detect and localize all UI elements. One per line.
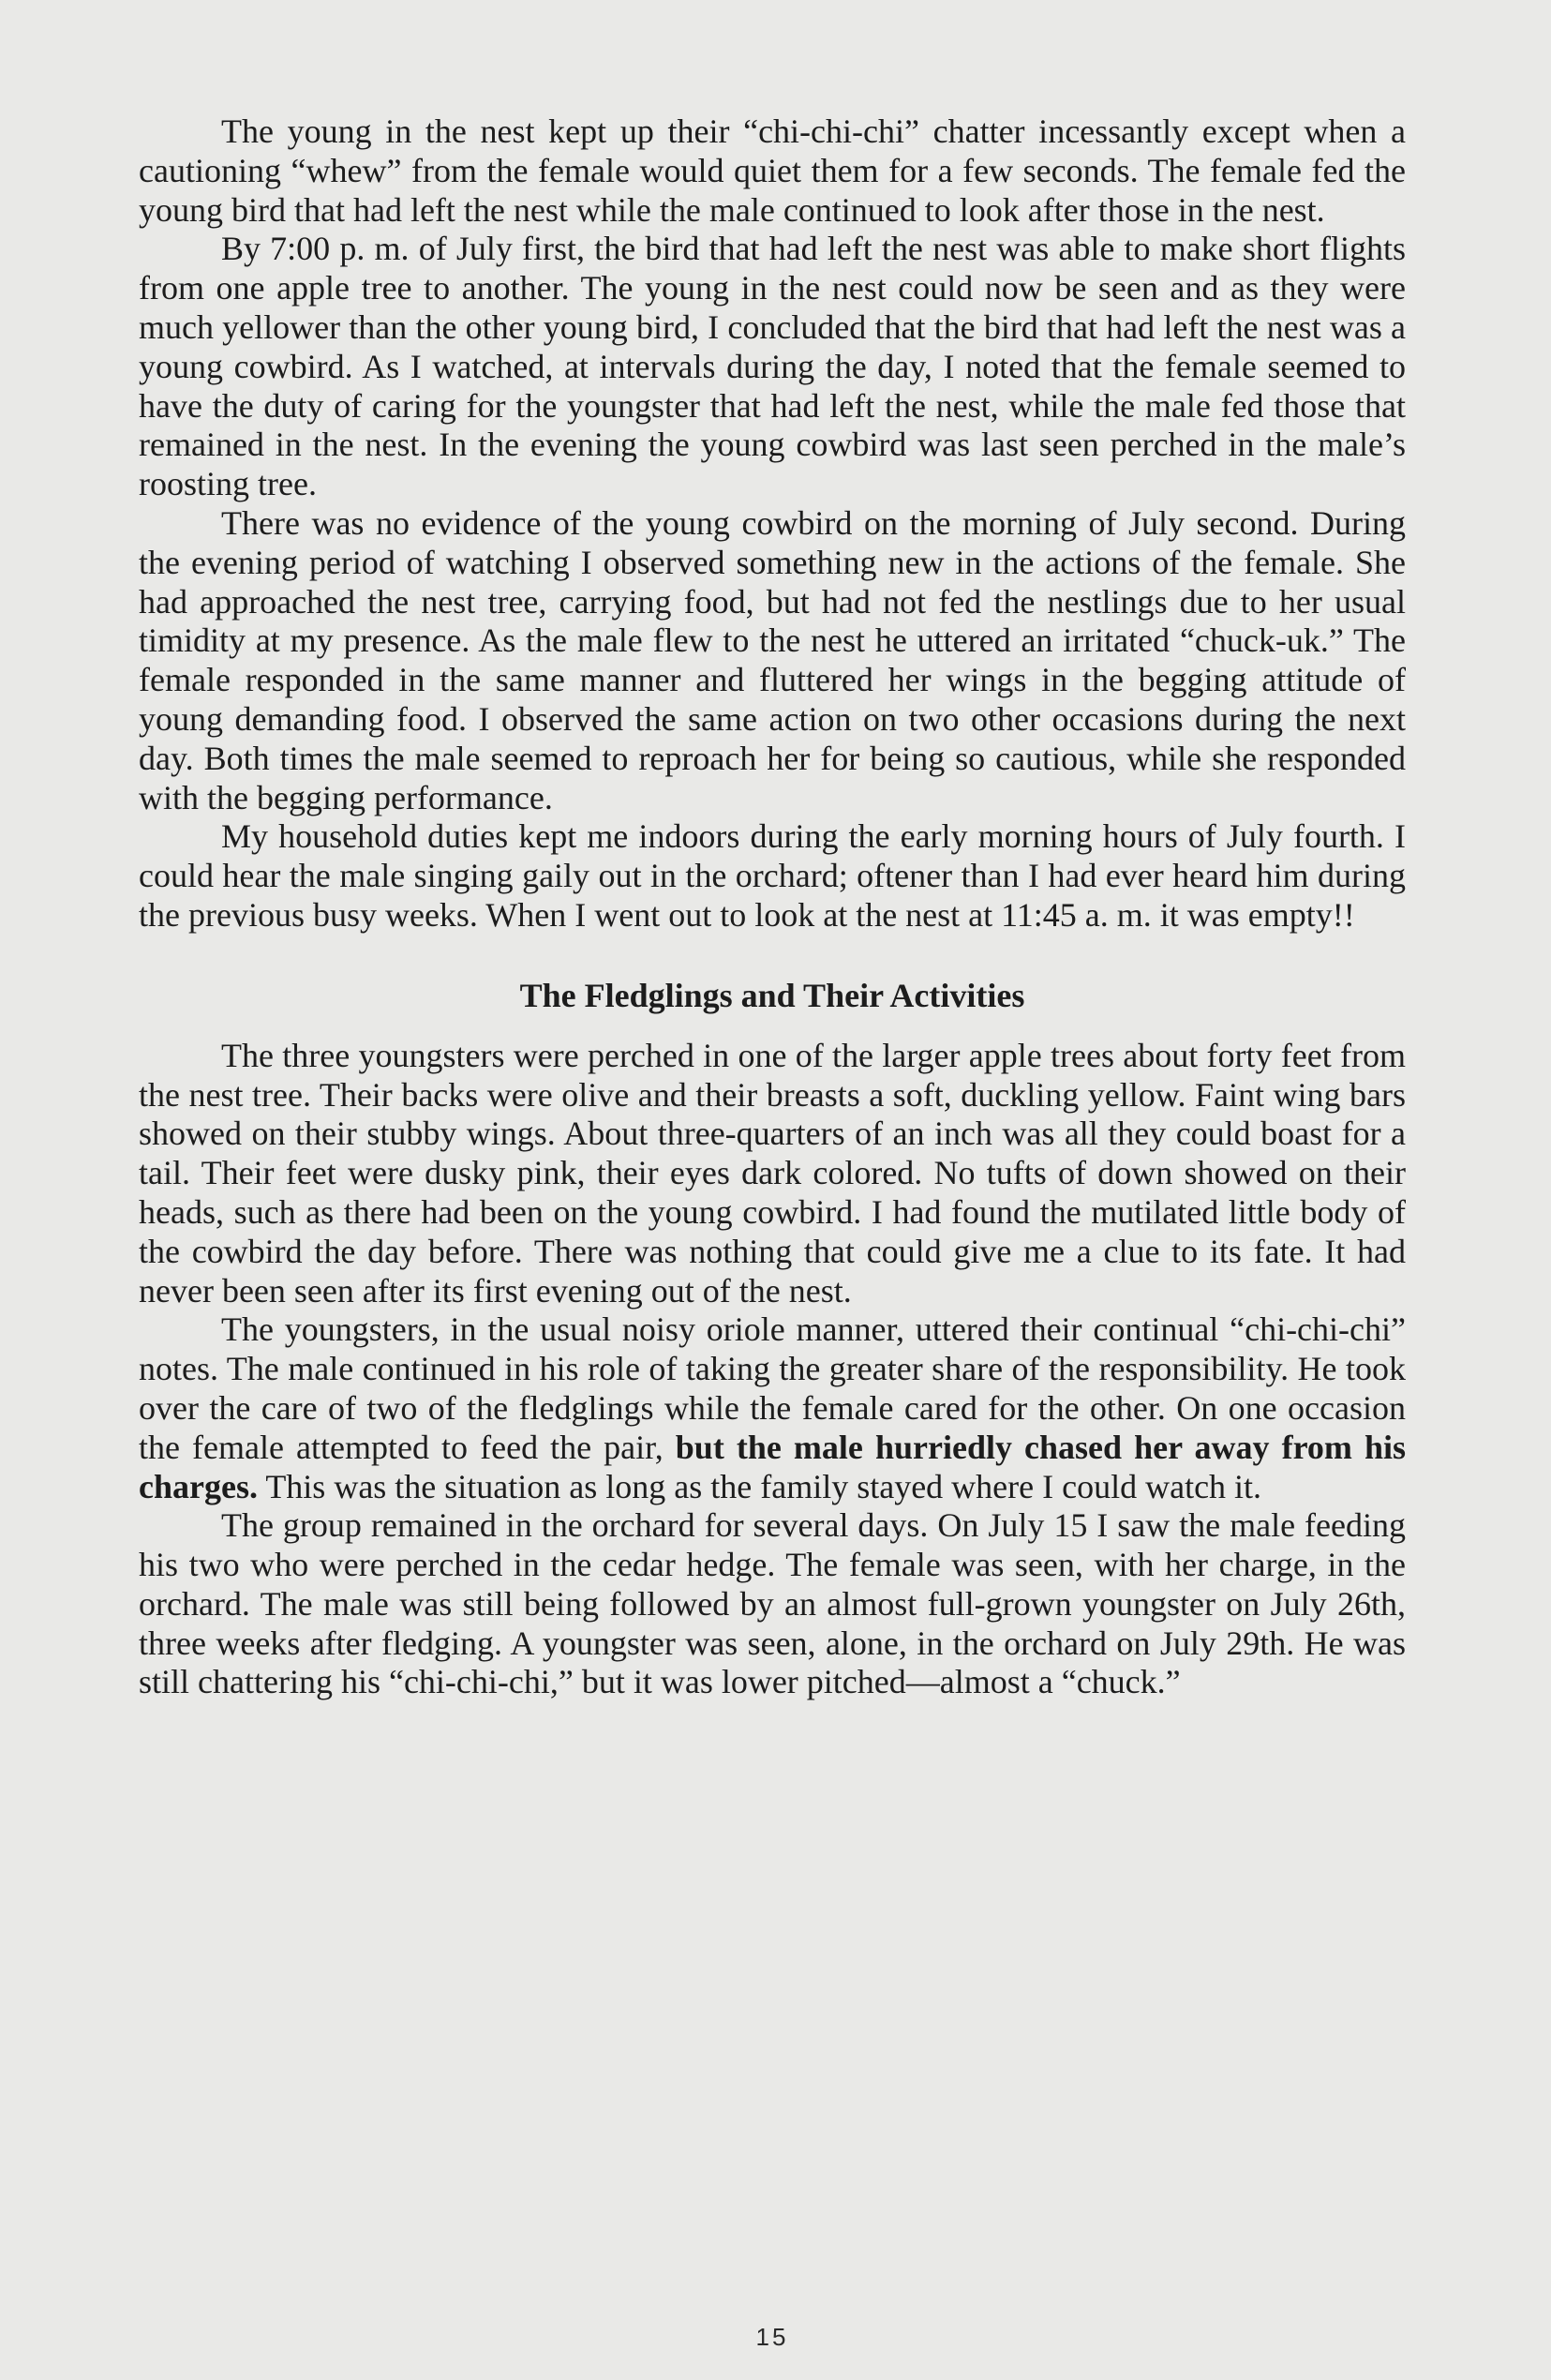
paragraph-july-first: By 7:00 p. m. of July first, the bird that had left the nest was able to make short flights from one apple tree to another. The young in the nest could now be seen and as they were much yellower than the other young bird, I concluded that the bird that had left the nest was a young cowbird. As I watched, at intervals during the day, I noted that the female seemed to have the duty of caring for the youngster that had left the nest, while the male fed those that remained in the nest. In the evening the young cowbird was last seen perched in the male’s roosting tree. xyxy=(139,230,1406,503)
paragraph-oriole-manner-text: The youngsters, in the usual noisy oriole manner, uttered their continual “chi-chi-chi” notes. The male continued in his role of taking the greater share of the responsibility. He took over the care of two of the fledglings while the female cared for the other. On one occasion the female attempted to feed the pair, xyxy=(139,1310,1406,1466)
paragraph-three-youngsters: The three youngsters were perched in one of the larger apple trees about forty feet from the nest tree. Their backs were olive and their breasts a soft, duckling yellow. Faint wing bars showed on their stubby wings. About three-quarters of an inch was all they could boast for a tail. Their feet were dusky pink, their eyes dark colored. No tufts of down showed on their heads, such as there had been on the young cowbird. I had found the mutilated little body of the cowbird the day before. There was nothing that could give me a clue to its fate. It had never been seen after its first evening out of the nest. xyxy=(139,1036,1406,1310)
paragraph-oriole-manner xyxy=(139,1310,1406,1506)
page-number: 15 xyxy=(755,2323,789,2351)
paragraph-july-second: There was no evidence of the young cowbird on the morning of July second. During the evening period of watching I observed something new in the actions of the female. She had approached the nest tree, carrying food, but had not fed the nestlings due to her usual timidity at my presence. As the male flew to the nest he uttered an irritated “chuck-uk.” The female responded in the same manner and fluttered her wings in the begging attitude of young demanding food. I observed the same action on two other occasions during the next day. Both times the male seemed to reproach her for being so cautious, while she responded with the begging performance. xyxy=(139,503,1406,816)
section-heading: The Fledglings and Their Activities xyxy=(519,976,1025,1014)
paragraph-young-chatter: The young in the nest kept up their “chi-chi-chi” chatter incessantly except when a cautioning “whew” from the female would quiet them for a few seconds. The female fed the young bird that had left the nest while the male continued to look after those in the nest. xyxy=(139,112,1406,229)
paragraph-oriole-manner-tail: This was the situation as long as the family stayed where I could watch it. xyxy=(257,1467,1262,1505)
paragraph-oriole-manner-bold: but the male hurriedly chased her away from his charges. xyxy=(139,1428,1406,1505)
paragraph-july-fourth: My household duties kept me indoors during the early morning hours of July fourth. I could hear the male singing gaily out in the orchard; oftener than I had ever heard him during the previous busy weeks. When I went out to look at the nest at 11:45 a. m. it was empty!! xyxy=(139,817,1406,934)
paragraph-orchard-days: The group remained in the orchard for several days. On July 15 I saw the male feeding his two who were perched in the cedar hedge. The female was seen, with her charge, in the orchard. The male was still being followed by an almost full-grown youngster on July 26th, three weeks after fledging. A youngster was seen, alone, in the orchard on July 29th. He was still chattering his “chi-chi-chi,” but it was lower pitched—almost a “chuck.” xyxy=(139,1506,1406,1701)
document-page xyxy=(139,112,1406,2351)
